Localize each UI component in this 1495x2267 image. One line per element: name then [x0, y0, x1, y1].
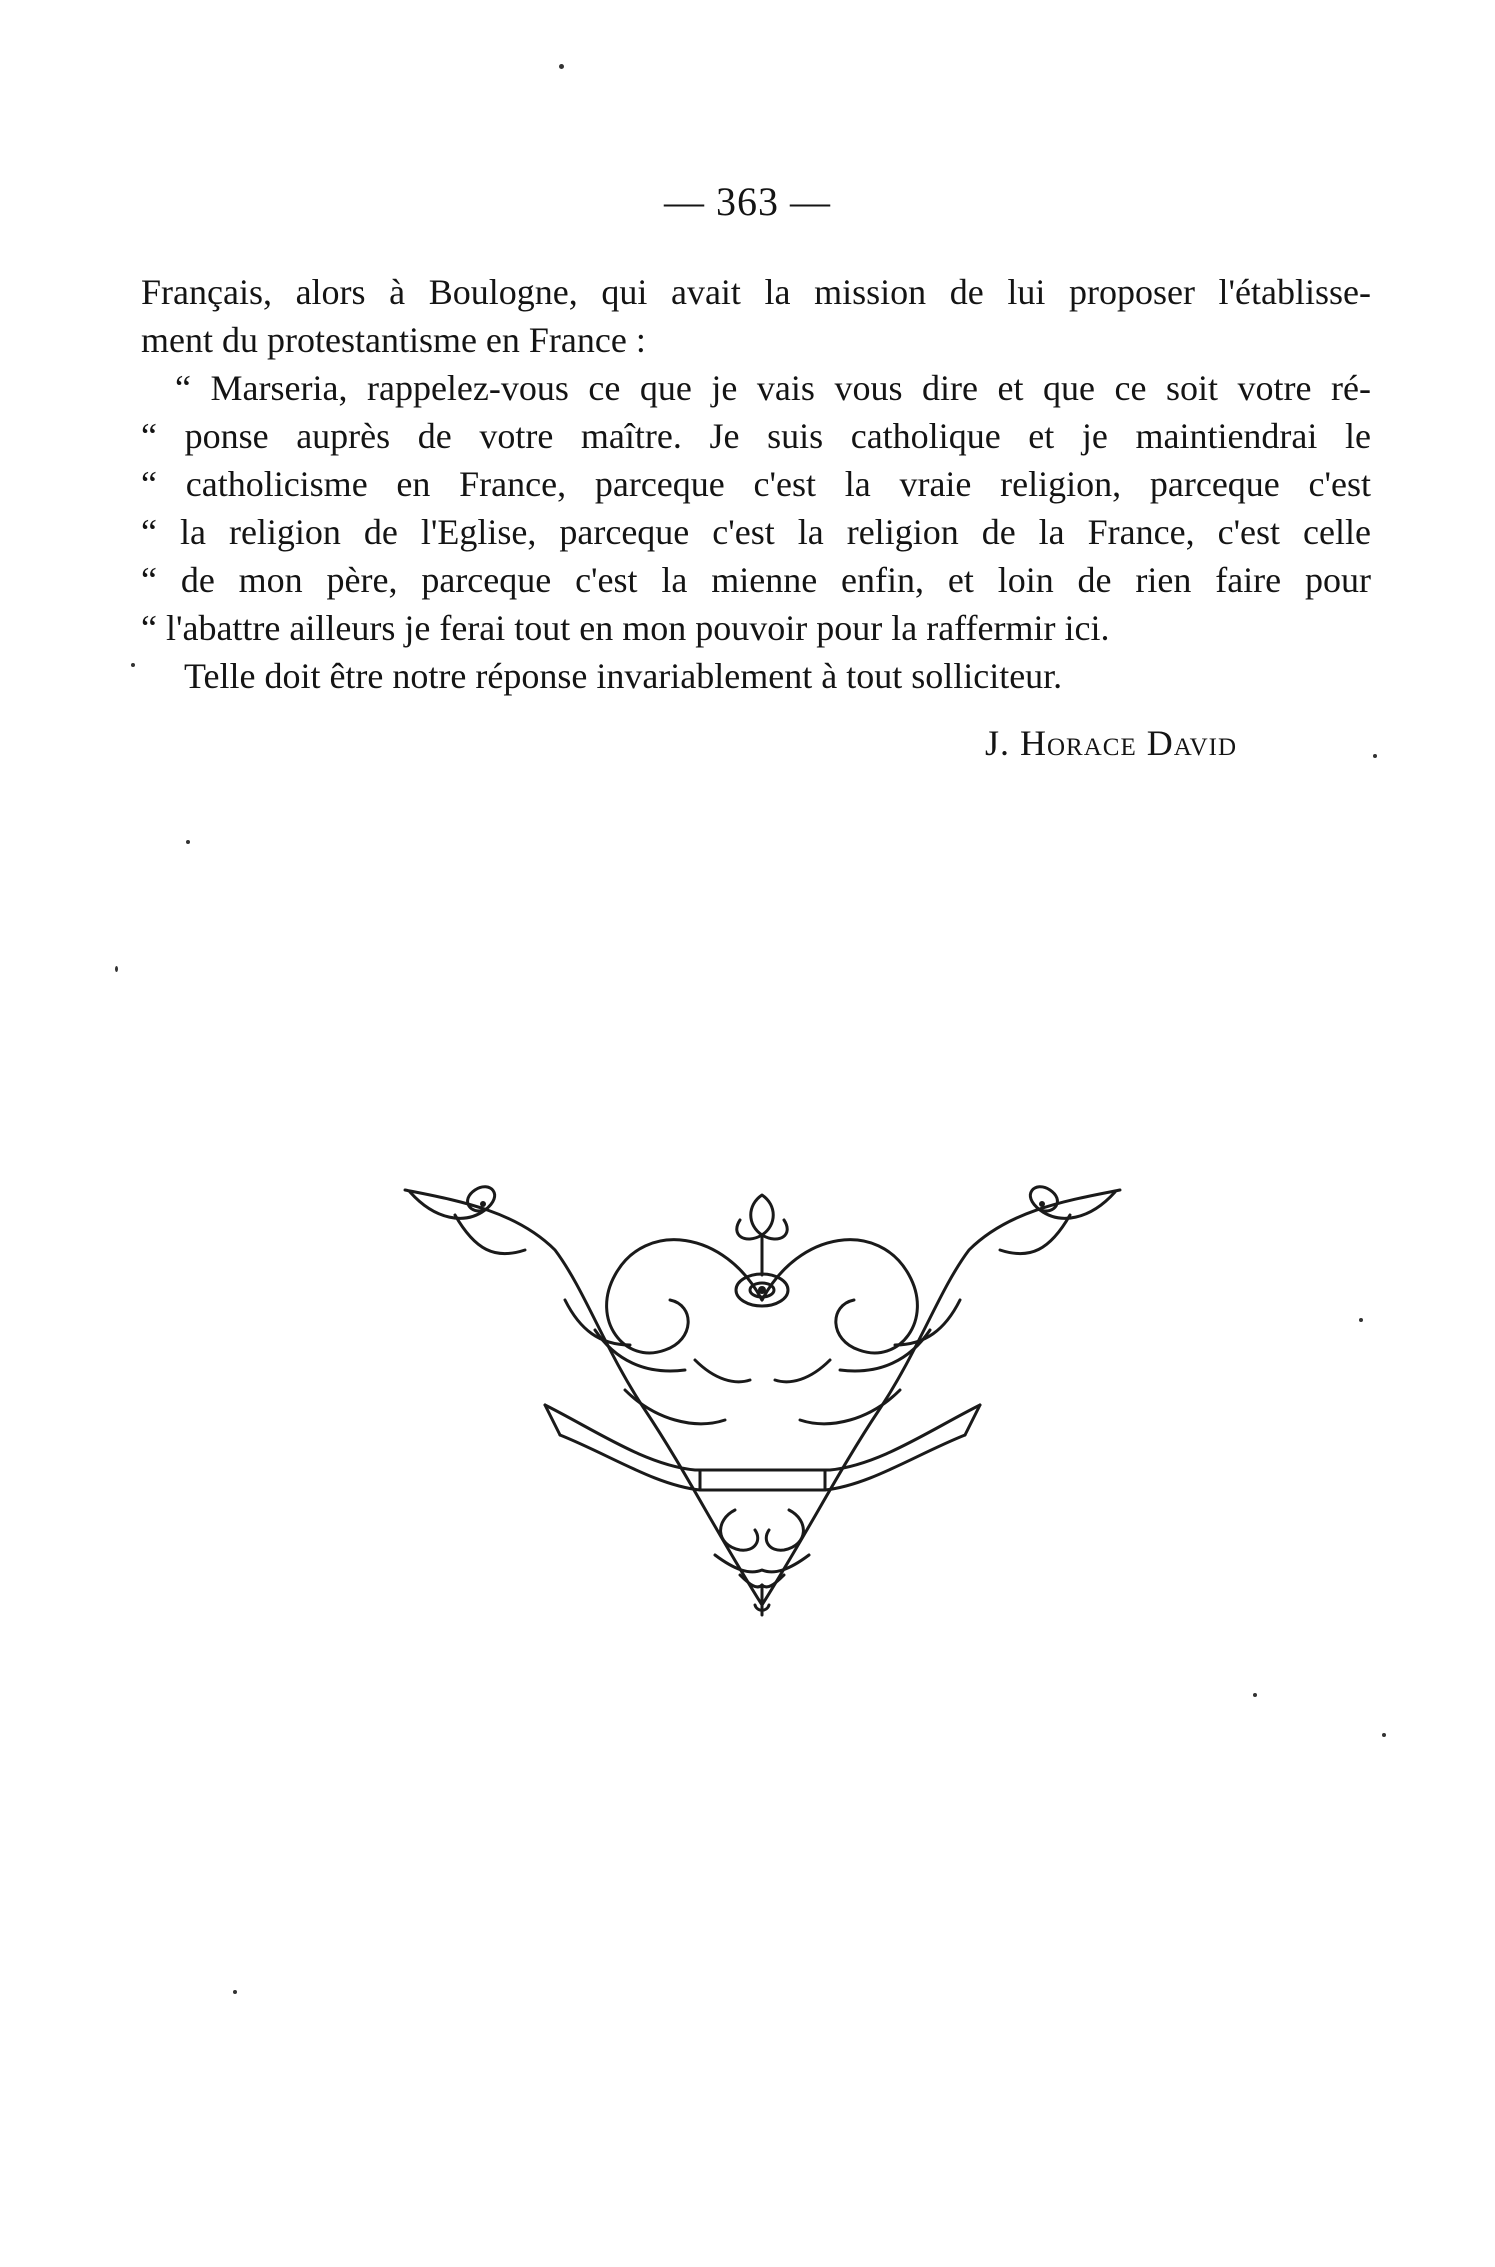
body-text	[141, 268, 1371, 700]
speck	[559, 64, 564, 69]
speck	[131, 663, 135, 667]
speck	[115, 966, 118, 972]
quote-line: “ de mon père, parceque c'est la mienne enfin, et loin de rien faire pour	[141, 560, 1371, 600]
speck	[1253, 1693, 1257, 1697]
quote-line: “ la religion de l'Eglise, parceque c'est la religion de la France, c'est celle	[141, 512, 1371, 552]
page-number: — 363 —	[664, 179, 831, 224]
quote-line: “ l'abattre ailleurs je ferai tout en mon pouvoir pour la raffermir ici.	[141, 608, 1110, 648]
quote-line: “ Marseria, rappelez-vous ce que je vais vous dire et que ce soit votre ré-	[175, 368, 1371, 408]
speck	[1373, 754, 1377, 758]
speck	[233, 1990, 237, 1994]
floral-cul-de-lampe-ornament-icon	[395, 1180, 1130, 1620]
text-line: Telle doit être notre réponse invariablement à tout solliciteur.	[184, 656, 1063, 696]
quote-line: “ catholicisme en France, parceque c'est la vraie religion, parceque c'est	[141, 464, 1371, 504]
signature: J. Horace David	[985, 723, 1237, 763]
speck	[186, 840, 190, 844]
speck	[1382, 1733, 1386, 1737]
text-line: Français, alors à Boulogne, qui avait la mission de lui proposer l'établisse-	[141, 272, 1371, 312]
text-line: ment du protestantisme en France :	[141, 320, 646, 360]
speck	[1359, 1318, 1363, 1322]
quote-line: “ ponse auprès de votre maître. Je suis catholique et je maintiendrai le	[141, 416, 1371, 456]
